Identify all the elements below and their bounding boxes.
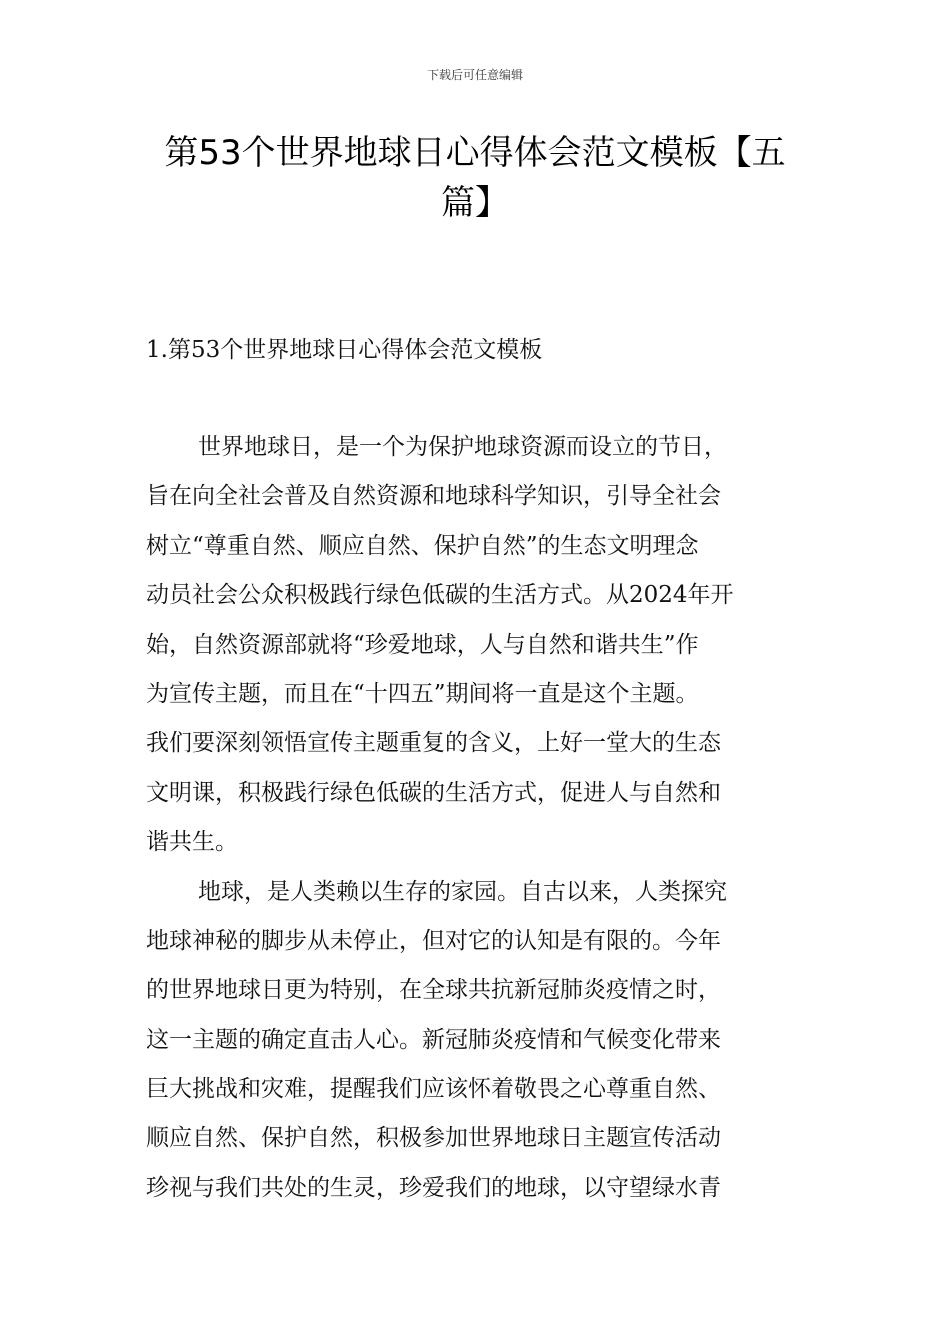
paragraph-line: 谐共生。 bbox=[146, 829, 238, 856]
header-note: 下载后可任意编辑 bbox=[426, 68, 523, 82]
paragraph-line: 地球，是人类赖以生存的家园。自古以来，人类探究 bbox=[198, 878, 727, 905]
paragraph-line: 巨大挑战和灾难，提醒我们应该怀着敬畏之心尊重自然、 bbox=[146, 1076, 721, 1103]
paragraph-line: 的世界地球日更为特别，在全球共抗新冠肺炎疫情之时， bbox=[146, 977, 721, 1004]
paragraph-line: 树立“尊重自然、顺应自然、保护自然”的生态文明理念 bbox=[146, 532, 699, 559]
paragraph-line: 始，自然资源部就将“珍爱地球，人与自然和谐共生”作 bbox=[146, 631, 699, 658]
section-heading: 1.第53个世界地球日心得体会范文模板 bbox=[146, 337, 543, 363]
paragraph-line: 动员社会公众积极践行绿色低碳的生活方式。从2024年开 bbox=[146, 582, 734, 609]
paragraph-line: 这一主题的确定直击人心。新冠肺炎疫情和气候变化带来 bbox=[146, 1026, 721, 1053]
paragraph-line: 顺应自然、保护自然，积极参加世界地球日主题宣传活动 bbox=[146, 1125, 721, 1152]
paragraph-line: 世界地球日，是一个为保护地球资源而设立的节日， bbox=[198, 434, 727, 460]
paragraph-line: 珍视与我们共处的生灵，珍爱我们的地球，以守望绿水青 bbox=[146, 1174, 721, 1201]
paragraph-line: 为宣传主题，而且在“十四五”期间将一直是这个主题。 bbox=[146, 680, 699, 707]
paragraph-line: 我们要深刻领悟宣传主题重复的含义，上好一堂大的生态 bbox=[146, 730, 721, 757]
page-title: 第53个世界地球日心得体会范文模板【五篇】 bbox=[164, 133, 786, 223]
paragraph-line: 文明课，积极践行绿色低碳的生活方式，促进人与自然和 bbox=[146, 779, 721, 806]
paragraph-line: 旨在向全社会普及自然资源和地球科学知识，引导全社会 bbox=[146, 483, 721, 510]
paragraph-line: 地球神秘的脚步从未停止，但对它的认知是有限的。今年 bbox=[146, 927, 721, 954]
body-text bbox=[146, 423, 810, 1213]
